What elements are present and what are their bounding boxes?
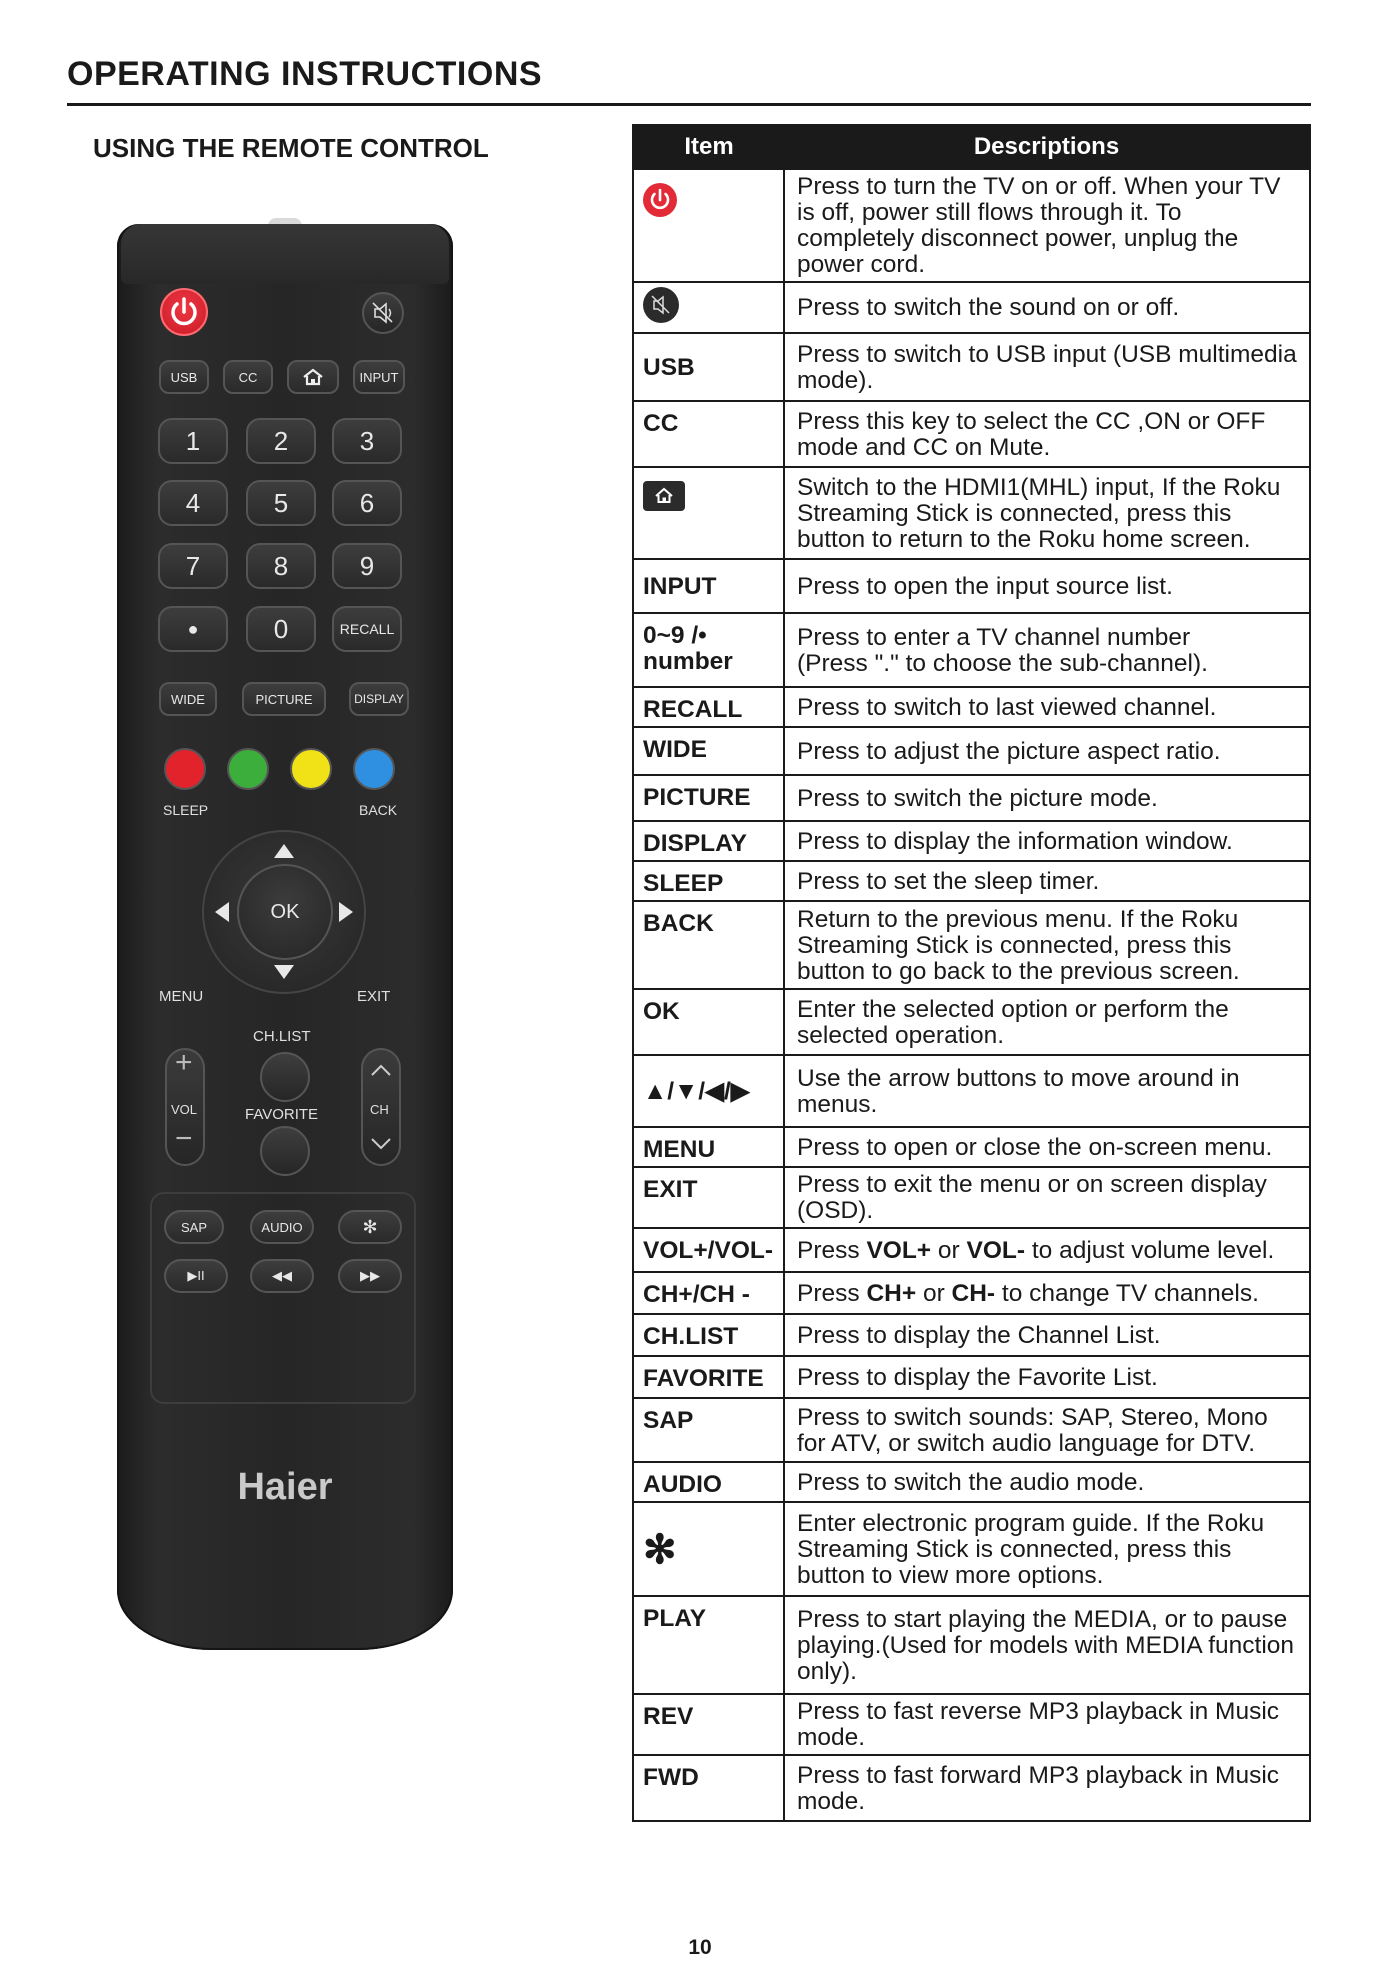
item-label: CH+/CH - [643,1281,750,1308]
title-divider [67,103,1311,106]
table-row [633,1127,1310,1167]
remote-digit-9: 9 [332,543,402,589]
remote-green-key [227,748,269,790]
descriptions-column-header: Descriptions [784,125,1310,169]
home-icon [643,481,685,511]
description-text: Press to set the sleep timer. [797,867,1100,895]
description-text: Press to fast reverse MP3 playback in Music mode. [797,1698,1280,1751]
remote-input-button: INPUT [353,360,405,394]
item-label: CH.LIST [643,1323,739,1350]
description-cell [784,989,1310,1055]
remote-chlist-label: CH.LIST [253,1028,311,1045]
remote-control-illustration [117,218,453,1650]
item-cell [633,1462,784,1502]
table-row [633,559,1310,613]
item-cell [633,1694,784,1755]
item-cell [633,1055,784,1127]
chevron-up-icon [369,1062,393,1078]
item-cell [633,1356,784,1398]
item-label: ▲/▼/◀/▶ [643,1077,750,1105]
item-label: AUDIO [643,1471,722,1498]
section-subtitle: USING THE REMOTE CONTROL [93,133,489,163]
table-row [633,169,1310,282]
description-text: to change TV channels. [995,1279,1259,1307]
description-cell [784,775,1310,821]
remote-wide-button: WIDE [159,682,217,716]
description-text: Press to switch to last viewed channel. [797,693,1217,721]
remote-power-button [160,288,208,336]
table-row [633,727,1310,775]
table-row [633,1055,1310,1127]
remote-digit-8: 8 [246,543,316,589]
description-cell [784,1314,1310,1356]
item-cell [633,1398,784,1462]
item-cell [633,901,784,989]
remote-recall-button: RECALL [332,606,402,652]
description-text: Press [797,1279,867,1307]
remote-ok-button: OK [237,864,333,960]
brand-logo: Haier [237,1466,333,1508]
item-cell [633,559,784,613]
remote-top-bevel [121,224,449,284]
description-cell [784,821,1310,861]
item-cell [633,1127,784,1167]
item-cell [633,989,784,1055]
description-cell [784,727,1310,775]
remote-usb-button: USB [159,360,209,394]
page-title: OPERATING INSTRUCTIONS [67,55,543,93]
item-label: OK [643,998,680,1025]
remote-mute-button [362,292,404,334]
description-text: Return to the previous menu. If the Roku Streaming Stick is connected, press this button to go back to the previous screen. [797,905,1240,985]
item-cell [633,1314,784,1356]
table-row [633,282,1310,333]
remote-home-button [287,360,339,394]
remote-cc-button: CC [223,360,273,394]
table-header-row [633,125,1310,169]
description-cell [784,559,1310,613]
item-cell [633,169,784,282]
description-text: or [931,1236,967,1264]
item-label: RECALL [643,696,743,723]
description-text: Enter the selected option or perform the selected operation. [797,995,1229,1049]
remote-display-button: DISPLAY [349,682,409,716]
table-row [633,989,1310,1055]
item-cell [633,727,784,775]
description-text: Press [797,1236,867,1264]
item-label: DISPLAY [643,830,747,857]
description-text: Press to adjust the picture aspect ratio. [797,737,1221,765]
item-column-header: Item [633,125,784,169]
table-row [633,1228,1310,1272]
remote-fwd-button: ▶▶ [338,1259,402,1293]
item-label: SAP [643,1407,694,1434]
item-cell [633,333,784,401]
description-cell [784,333,1310,401]
item-label: EXIT [643,1176,698,1203]
table-row [633,775,1310,821]
remote-digit-2: 2 [246,418,316,464]
remote-menu-label: MENU [159,988,204,1005]
table-row [633,687,1310,727]
description-text: Press to switch sounds: SAP, Stereo, Mono for ATV, or switch audio language for DTV. [797,1403,1268,1457]
arrow-up-icon [274,844,294,858]
table-row [633,861,1310,901]
description-cell [784,861,1310,901]
description-cell [784,1228,1310,1272]
mute-icon [364,294,402,332]
description-cell [784,1462,1310,1502]
description-text: Press to switch the audio mode. [797,1468,1145,1496]
remote-picture-button: PICTURE [242,682,326,716]
item-label: INPUT [643,572,717,600]
item-cell [633,1272,784,1314]
remote-ch-label: CH [370,1102,389,1117]
description-text: Press to open or close the on-screen menu. [797,1133,1273,1161]
remote-sleep-label: SLEEP [163,802,209,818]
remote-vol-minus: − [175,1122,193,1155]
description-cell [784,282,1310,333]
table-row [633,1314,1310,1356]
description-text: Press to open the input source list. [797,572,1173,600]
item-label: PLAY [643,1605,707,1632]
remote-blue-key [353,748,395,790]
remote-digit-3: 3 [332,418,402,464]
table-row [633,1596,1310,1694]
remote-digit-4: 4 [158,480,228,526]
chevron-down-icon [369,1136,393,1152]
table-row [633,401,1310,467]
description-text: Press to display the information window. [797,827,1233,855]
table-row [633,1502,1310,1596]
item-cell [633,821,784,861]
remote-sap-button: SAP [164,1210,224,1244]
remote-dot-button: ● [158,606,228,652]
power-icon [643,183,677,217]
description-text: Use the arrow buttons to move around in menus. [797,1064,1240,1118]
remote-rev-button: ◀◀ [250,1259,314,1293]
item-label: BACK [643,910,714,937]
item-label: VOL+/VOL- [643,1237,774,1264]
description-text: Press to switch the sound on or off. [797,294,1180,321]
item-cell [633,861,784,901]
item-cell [633,1502,784,1596]
remote-vol-label: VOL [171,1102,198,1117]
description-text: Press to switch to USB input (USB multimedia mode). [797,340,1297,394]
description-text: or [916,1279,952,1307]
table-row [633,1462,1310,1502]
description-cell [784,169,1310,282]
description-cell [784,467,1310,559]
description-cell [784,401,1310,467]
item-cell [633,467,784,559]
table-row [633,1272,1310,1314]
item-cell [633,282,784,333]
remote-favorite-button [260,1126,310,1176]
table-row [633,1694,1310,1755]
remote-yellow-key [290,748,332,790]
table-body [633,169,1310,1821]
arrow-left-icon [215,902,229,922]
item-label: CC [643,410,679,437]
page-number: 10 [688,1936,712,1959]
item-label: FWD [643,1764,699,1791]
item-cell [633,687,784,727]
remote-back-label: BACK [359,802,398,818]
description-cell [784,901,1310,989]
remote-star-button: ✻ [338,1210,402,1244]
description-key: CH+ [866,1279,917,1307]
description-cell [784,613,1310,687]
description-cell [784,1055,1310,1127]
remote-audio-button: AUDIO [250,1210,314,1244]
table-row [633,1167,1310,1228]
arrow-down-icon [274,965,294,979]
remote-vol-plus: + [175,1046,193,1079]
description-cell [784,1272,1310,1314]
description-text: Switch to the HDMI1(MHL) input, If the Roku Streaming Stick is connected, press this button to return to the Roku home screen. [797,473,1281,553]
item-cell [633,1167,784,1228]
description-text: Press to fast forward MP3 playback in Music mode. [797,1761,1280,1815]
remote-digit-7: 7 [158,543,228,589]
remote-digit-1: 1 [158,418,228,464]
item-label: SLEEP [643,870,724,897]
table-row [633,613,1310,687]
description-cell [784,1694,1310,1755]
item-cell [633,1596,784,1694]
home-icon [301,367,325,387]
item-cell [633,1755,784,1821]
item-label: USB [643,353,695,381]
description-cell [784,1127,1310,1167]
table-row [633,901,1310,989]
description-text: Press to turn the TV on or off. When your TV is off, power still flows through it. To completely disconnect power, unplug the power cord. [797,173,1281,278]
description-text: Press to exit the menu or on screen display (OSD). [797,1171,1267,1224]
remote-exit-label: EXIT [357,988,391,1005]
description-text: Press this key to select the CC ,ON or OFF mode and CC on Mute. [797,407,1266,461]
description-key: CH- [951,1279,996,1307]
item-label: WIDE [643,736,707,763]
table-row [633,333,1310,401]
item-label: PICTURE [643,784,751,811]
table-row [633,821,1310,861]
description-text: Press to switch the picture mode. [797,784,1158,812]
table-row [633,1398,1310,1462]
item-cell [633,613,784,687]
item-label: 0~9 /• number [643,622,733,675]
description-cell [784,1356,1310,1398]
arrow-right-icon [339,902,353,922]
table-row [633,1755,1310,1821]
remote-chlist-button [260,1052,310,1102]
remote-digit-5: 5 [246,480,316,526]
button-description-table [632,124,1311,1822]
item-label: REV [643,1703,694,1730]
description-cell [784,1502,1310,1596]
remote-red-key [164,748,206,790]
description-cell [784,687,1310,727]
description-text: Press to start playing the MEDIA, or to pause playing.(Used for models with MEDIA function only). [797,1605,1295,1685]
power-icon [162,290,206,334]
description-text: Enter electronic program guide. If the Roku Streaming Stick is connected, press this button to view more options. [797,1509,1265,1589]
item-cell [633,401,784,467]
star-icon: ✻ [643,1527,677,1572]
mute-icon [643,287,679,323]
remote-play-button: ▶II [164,1259,228,1293]
description-key: VOL- [966,1236,1026,1264]
description-text: to adjust volume level. [1025,1236,1275,1264]
remote-favorite-label: FAVORITE [245,1106,319,1123]
item-label: FAVORITE [643,1365,764,1392]
remote-digit-0: 0 [246,606,316,652]
description-cell [784,1398,1310,1462]
table-row [633,467,1310,559]
item-cell [633,775,784,821]
table-row [633,1356,1310,1398]
item-cell [633,1228,784,1272]
remote-digit-6: 6 [332,480,402,526]
description-cell [784,1596,1310,1694]
description-text: Press to display the Favorite List. [797,1363,1158,1391]
item-label: MENU [643,1136,716,1163]
description-key: VOL+ [866,1236,932,1264]
description-text: Press to enter a TV channel number (Press "." to choose the sub-channel). [797,623,1208,677]
description-text: Press to display the Channel List. [797,1321,1161,1349]
description-cell [784,1755,1310,1821]
description-cell [784,1167,1310,1228]
